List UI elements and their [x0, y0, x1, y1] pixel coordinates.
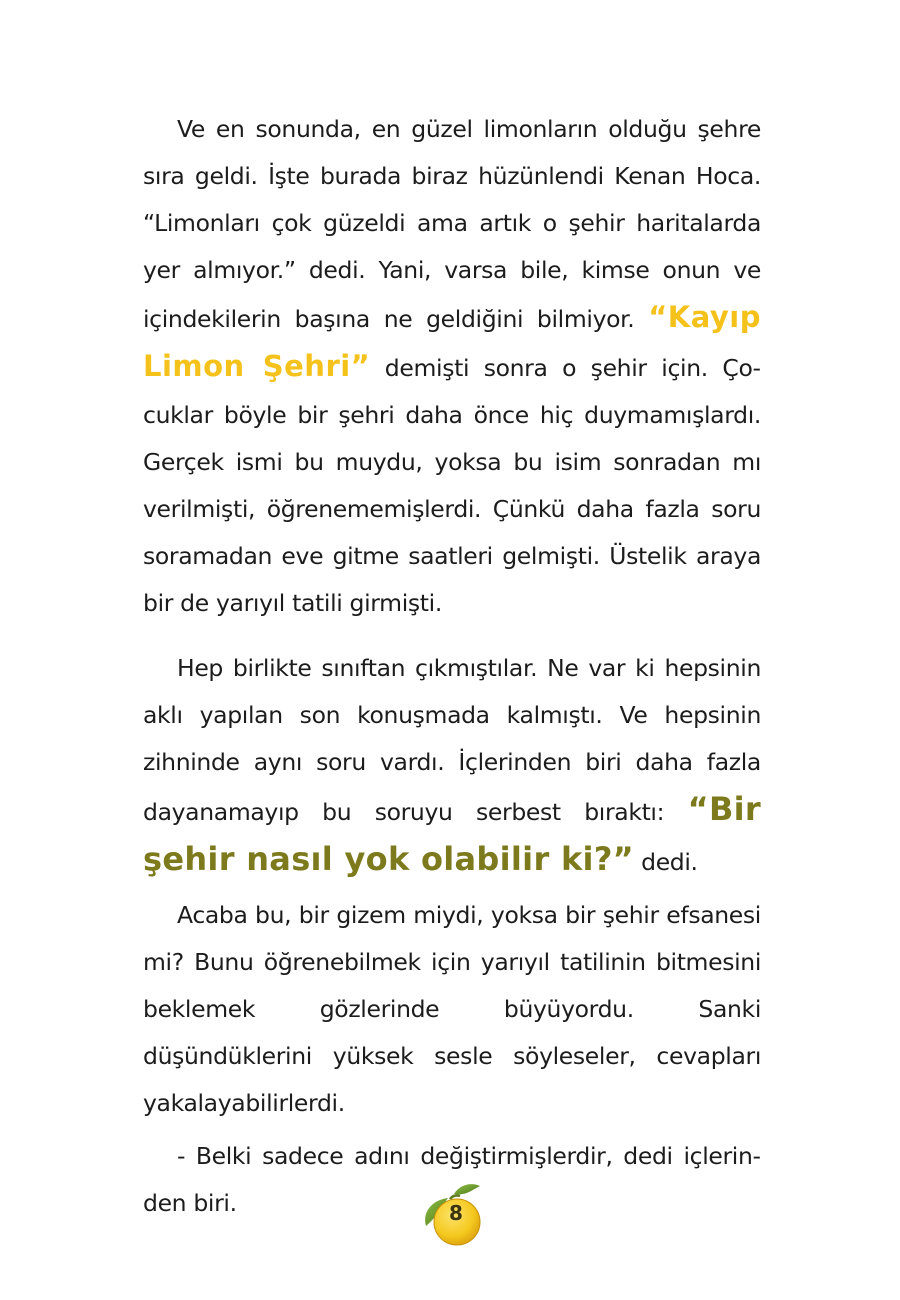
- paragraph-1: [143, 106, 761, 627]
- highlight-kayip-limon-sehri: “Kayıp Limon Şehri”: [143, 300, 761, 383]
- paragraph-2: [143, 645, 761, 886]
- page-number-badge: [420, 1182, 484, 1248]
- highlight-question: “Bir şehir nasıl yok olabilir ki?”: [143, 790, 761, 878]
- page-body: [143, 106, 761, 1227]
- paragraph-2-text-before: Hep birlikte sınıftan çıkmıştılar. Ne var ki hepsinin aklı yapılan son konuşmada kalmıştı. Ve hepsinin zihninde aynı soru vardı. İçlerinden biri daha fazla dayanamayıp bu soruyu serbest bıraktı:: [143, 654, 761, 826]
- paragraph-3: Acaba bu, bir gizem miydi, yoksa bir şehir efsanesi mi? Bunu öğrenebilmek için yarıyıl tatilinin bitmesini beklemek gözlerinde büyüyordu. Sanki düşündüklerini yüksek sesle söyleseler, cevapları yakalayabilirlerdi.: [143, 901, 761, 1117]
- paragraph-1-text-before: Ve en sonunda, en güzel limonların olduğu şehre sıra geldi. İşte burada biraz hüzünlendi Kenan Hoca. “Limonları çok güzeldi ama artık o şehir haritalarda yer almıyor.” dedi. Yani, varsa bile, kimse onun ve içindekilerin başına ne geldiğini bilmiyor.: [143, 115, 761, 333]
- page-number: 8: [449, 1201, 463, 1225]
- paragraph-1-text-after: demişti sonra o şehir için. Çocuklar böyle bir şehri daha önce hiç duymamışlardı. Gerçek ismi bu muydu, yoksa bu isim sonradan mı verilmişti, öğrenememişlerdi. Çünkü daha fazla soru soramadan eve gitme saatleri gelmişti. Üstelik araya bir de yarıyıl tatili girmişti.: [143, 354, 761, 617]
- paragraph-4: - Belki sadece adını değiştirmişlerdir, dedi içlerinden biri.: [143, 1142, 761, 1217]
- paragraph-2-text-after: dedi.: [634, 848, 698, 876]
